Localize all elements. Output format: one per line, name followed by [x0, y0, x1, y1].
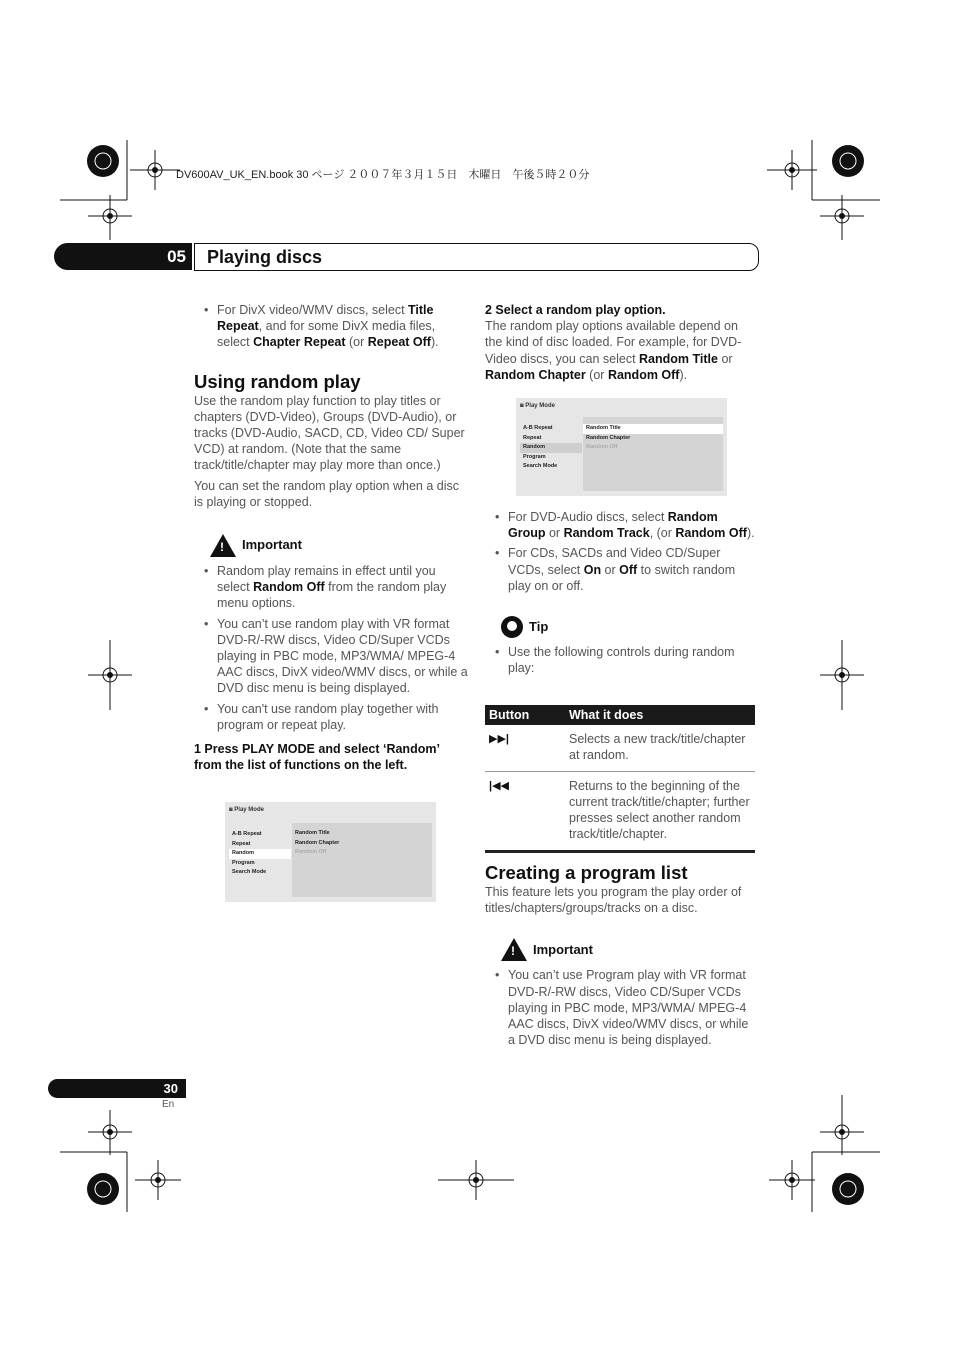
options-pane: [292, 823, 432, 897]
left-column: [194, 302, 469, 773]
option-dimmed: Random Off: [586, 444, 618, 451]
important-bullet: • Random play remains in effect until you select Random Off from the random play menu options.: [194, 563, 469, 612]
important-bullet: • You can’t use Program play with VR format DVD-R/-RW discs, Video CD/Super VCDs playing in PBC mode, MP3/WMA/ MPEG-4 AAC discs, DivX video/WMV discs, or while a DVD disc menu is being displayed.: [485, 967, 757, 1048]
menu-item: Program: [523, 453, 546, 460]
menu-item: Program: [232, 859, 255, 866]
play-mode-title: ◙ Play Mode: [229, 807, 264, 813]
file-header: DV600AV_UK_EN.book 30 ページ ２００７年３月１５日 木曜日 午後５時２０分: [176, 169, 590, 181]
play-mode-menu: [520, 424, 582, 472]
next-icon: ▶▶|: [485, 725, 565, 772]
play-mode-title: ◙ Play Mode: [520, 403, 555, 409]
menu-item: A-B Repeat: [232, 831, 262, 837]
table-row: [485, 772, 755, 852]
right-column-bottom: [485, 862, 757, 1048]
menu-item: Repeat: [232, 840, 251, 847]
menu-item: Search Mode: [232, 869, 267, 876]
bullet-dvd-audio: • For DVD-Audio discs, select Random Group or Random Track, (or Random Off).: [485, 509, 757, 541]
para-random-when: You can set the random play option when a disc is playing or stopped.: [194, 478, 459, 509]
menu-item-selected: Random: [520, 443, 582, 453]
bullet-cd: • For CDs, SACDs and Video CD/Super VCDs, select On or Off to switch random play on or off.: [485, 545, 757, 594]
chapter-title: Playing discs: [194, 243, 759, 271]
options-pane: [583, 417, 723, 491]
para-random-options: The random play options available depend on the kind of disc loaded. For example, for DVD-Video discs, you can select Random Title or Random Chapter (or Random Off).: [485, 319, 742, 382]
previous-icon: |◀◀: [485, 772, 565, 852]
tip-bullet: • Use the following controls during random play:: [485, 644, 757, 676]
warning-icon: !: [501, 938, 527, 961]
option: Random Title: [295, 830, 330, 836]
option-dimmed: Random Off: [295, 849, 327, 856]
page-number: 30: [48, 1079, 186, 1098]
right-column-middle: [485, 509, 757, 676]
menu-item-selected: Random: [229, 849, 291, 859]
bullet-divx: • For DivX video/WMV discs, select Title Repeat, and for some DivX media files, select Chapter Repeat (or Repeat Off).: [194, 302, 469, 351]
heading-creating-program-list: Creating a program list: [485, 862, 688, 883]
table-header-what: What it does: [565, 705, 755, 725]
menu-item: Repeat: [523, 434, 542, 441]
page-language: En: [162, 1099, 175, 1110]
option: Random Chapter: [295, 839, 340, 846]
important-heading: ! Important: [210, 534, 469, 557]
step-1: 1 Press PLAY MODE and select ‘Random’ from the list of functions on the left.: [194, 742, 440, 773]
menu-item: Search Mode: [523, 463, 558, 470]
menu-item: A-B Repeat: [523, 425, 553, 431]
play-mode-menu: [229, 830, 291, 878]
important-heading: ! Important: [501, 938, 757, 961]
para-random-intro: Use the random play function to play titles or chapters (DVD-Video), Groups (DVD-Audio), or tracks (DVD-Audio, SACD, CD, Video CD/ Super VCD) at random. (Note that the same track/title/chapter may play more than once.): [194, 393, 465, 473]
tip-heading: Tip: [501, 616, 757, 638]
play-mode-screen-2: [516, 398, 727, 496]
table-header-button: Button: [485, 705, 565, 725]
table-row: [485, 725, 755, 772]
option: Random Chapter: [586, 434, 631, 441]
heading-using-random-play: Using random play: [194, 370, 361, 392]
controls-table: [485, 705, 755, 853]
important-bullet: • You can't use random play together with program or repeat play.: [194, 701, 469, 733]
table-cell: Returns to the beginning of the current track/title/chapter; further presses select another random track/title/chapter.: [565, 772, 755, 852]
right-column-top: [485, 302, 757, 383]
play-mode-screen: [225, 802, 436, 902]
important-bullet: • You can’t use random play with VR format DVD-R/-RW discs, Video CD/Super VCDs playing in PBC mode, MP3/WMA/ MPEG-4 AAC discs, DivX video/WMV discs, or while a DVD disc menu is being displayed.: [194, 616, 469, 697]
table-cell: Selects a new track/title/chapter at random.: [565, 725, 755, 772]
option-selected: Random Title: [583, 424, 723, 434]
step-2: 2 Select a random play option.: [485, 303, 666, 317]
para-program: This feature lets you program the play order of titles/chapters/groups/tracks on a disc.: [485, 885, 742, 916]
warning-icon: !: [210, 534, 236, 557]
lightbulb-icon: [501, 616, 523, 638]
chapter-number: 05: [54, 243, 192, 270]
